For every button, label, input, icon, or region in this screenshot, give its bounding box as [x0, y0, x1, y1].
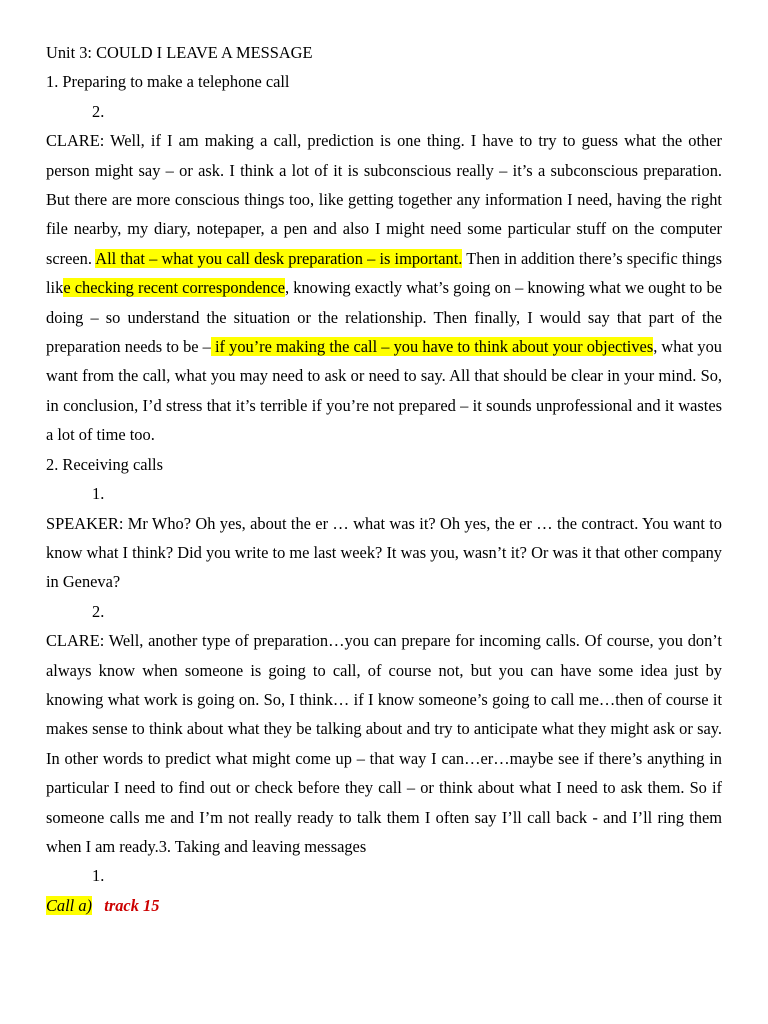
speaker-paragraph: SPEAKER: Mr Who? Oh yes, about the er … what was it? Oh yes, the er … the contract. You want to know what I think? Did you write to me last week? It was you, wasn’t it? Or was it that other company in Geneva?: [46, 513, 722, 592]
clare-text-a: CLARE: Well, if I am making a call, prediction is one thing. I have to try to guess what the other person might say – or ask. I think a lot of it is subconscious really – it’s a subconscious preparation. But there are more conscious things too, like getting together any information I need, having the right file nearby, my diary, notepaper, a pen and also I might need some particular stuff on the computer screen.: [46, 131, 722, 268]
section2-item-number-2: 2.: [92, 601, 105, 621]
track-label: track 15: [104, 895, 160, 915]
clare-text-b: Then in addition there’s specific things lik: [46, 248, 722, 298]
clare-text-d: , what you want from the call, what you may need to ask or need to say. All that should be clear in your mind. So, in conclusion, I’d stress that it’s terrible if you’re not prepared – it sounds unprofessional and it wastes a lot of time too.: [46, 337, 722, 445]
highlight-desk-preparation: All that – what you call desk preparation – is important.: [95, 248, 463, 268]
clare-paragraph-2: CLARE: Well, another type of preparation…you can prepare for incoming calls. Of course, you don’t always know when someone is going to call, of course not, but you can have some idea just by knowing what work is going on. So, I think… if I know someone’s going to call me…then of course it makes sense to think about what they be talking about and try to anticipate what they might ask or say. In other words to predict what might come up – that way I can…er…maybe see if there’s anything in particular I need to find out or check before they call – or think about what I need to ask them. So if someone calls me and I’m not really ready to talk them I often say I’ll call back - and I’ll ring them when I am ready.3. Taking and leaving messages: [46, 631, 722, 856]
highlight-checking-correspondence: e checking recent correspondence: [63, 278, 286, 298]
document-body: [46, 38, 722, 920]
highlight-objectives: if you’re making the call – you have to think about your objectives: [210, 337, 654, 357]
unit-title: Unit 3: COULD I LEAVE A MESSAGE: [46, 43, 313, 62]
clare-text-c: , knowing exactly what’s going on – knowing what we ought to be doing – so understand the situation or the relationship. Then finally, I would say that part of the preparation needs to be –: [46, 278, 722, 357]
section3-item-number: 1.: [92, 866, 105, 886]
section-heading-preparing: 1. Preparing to make a telephone call: [46, 72, 290, 92]
call-track-line: [46, 891, 722, 920]
section2-item-number-1: 1.: [92, 484, 105, 504]
section1-item-number: 2.: [92, 101, 105, 121]
clare-paragraph-1: [46, 126, 722, 449]
call-a-label: Call a): [46, 895, 92, 915]
section-heading-receiving: 2. Receiving calls: [46, 454, 163, 474]
